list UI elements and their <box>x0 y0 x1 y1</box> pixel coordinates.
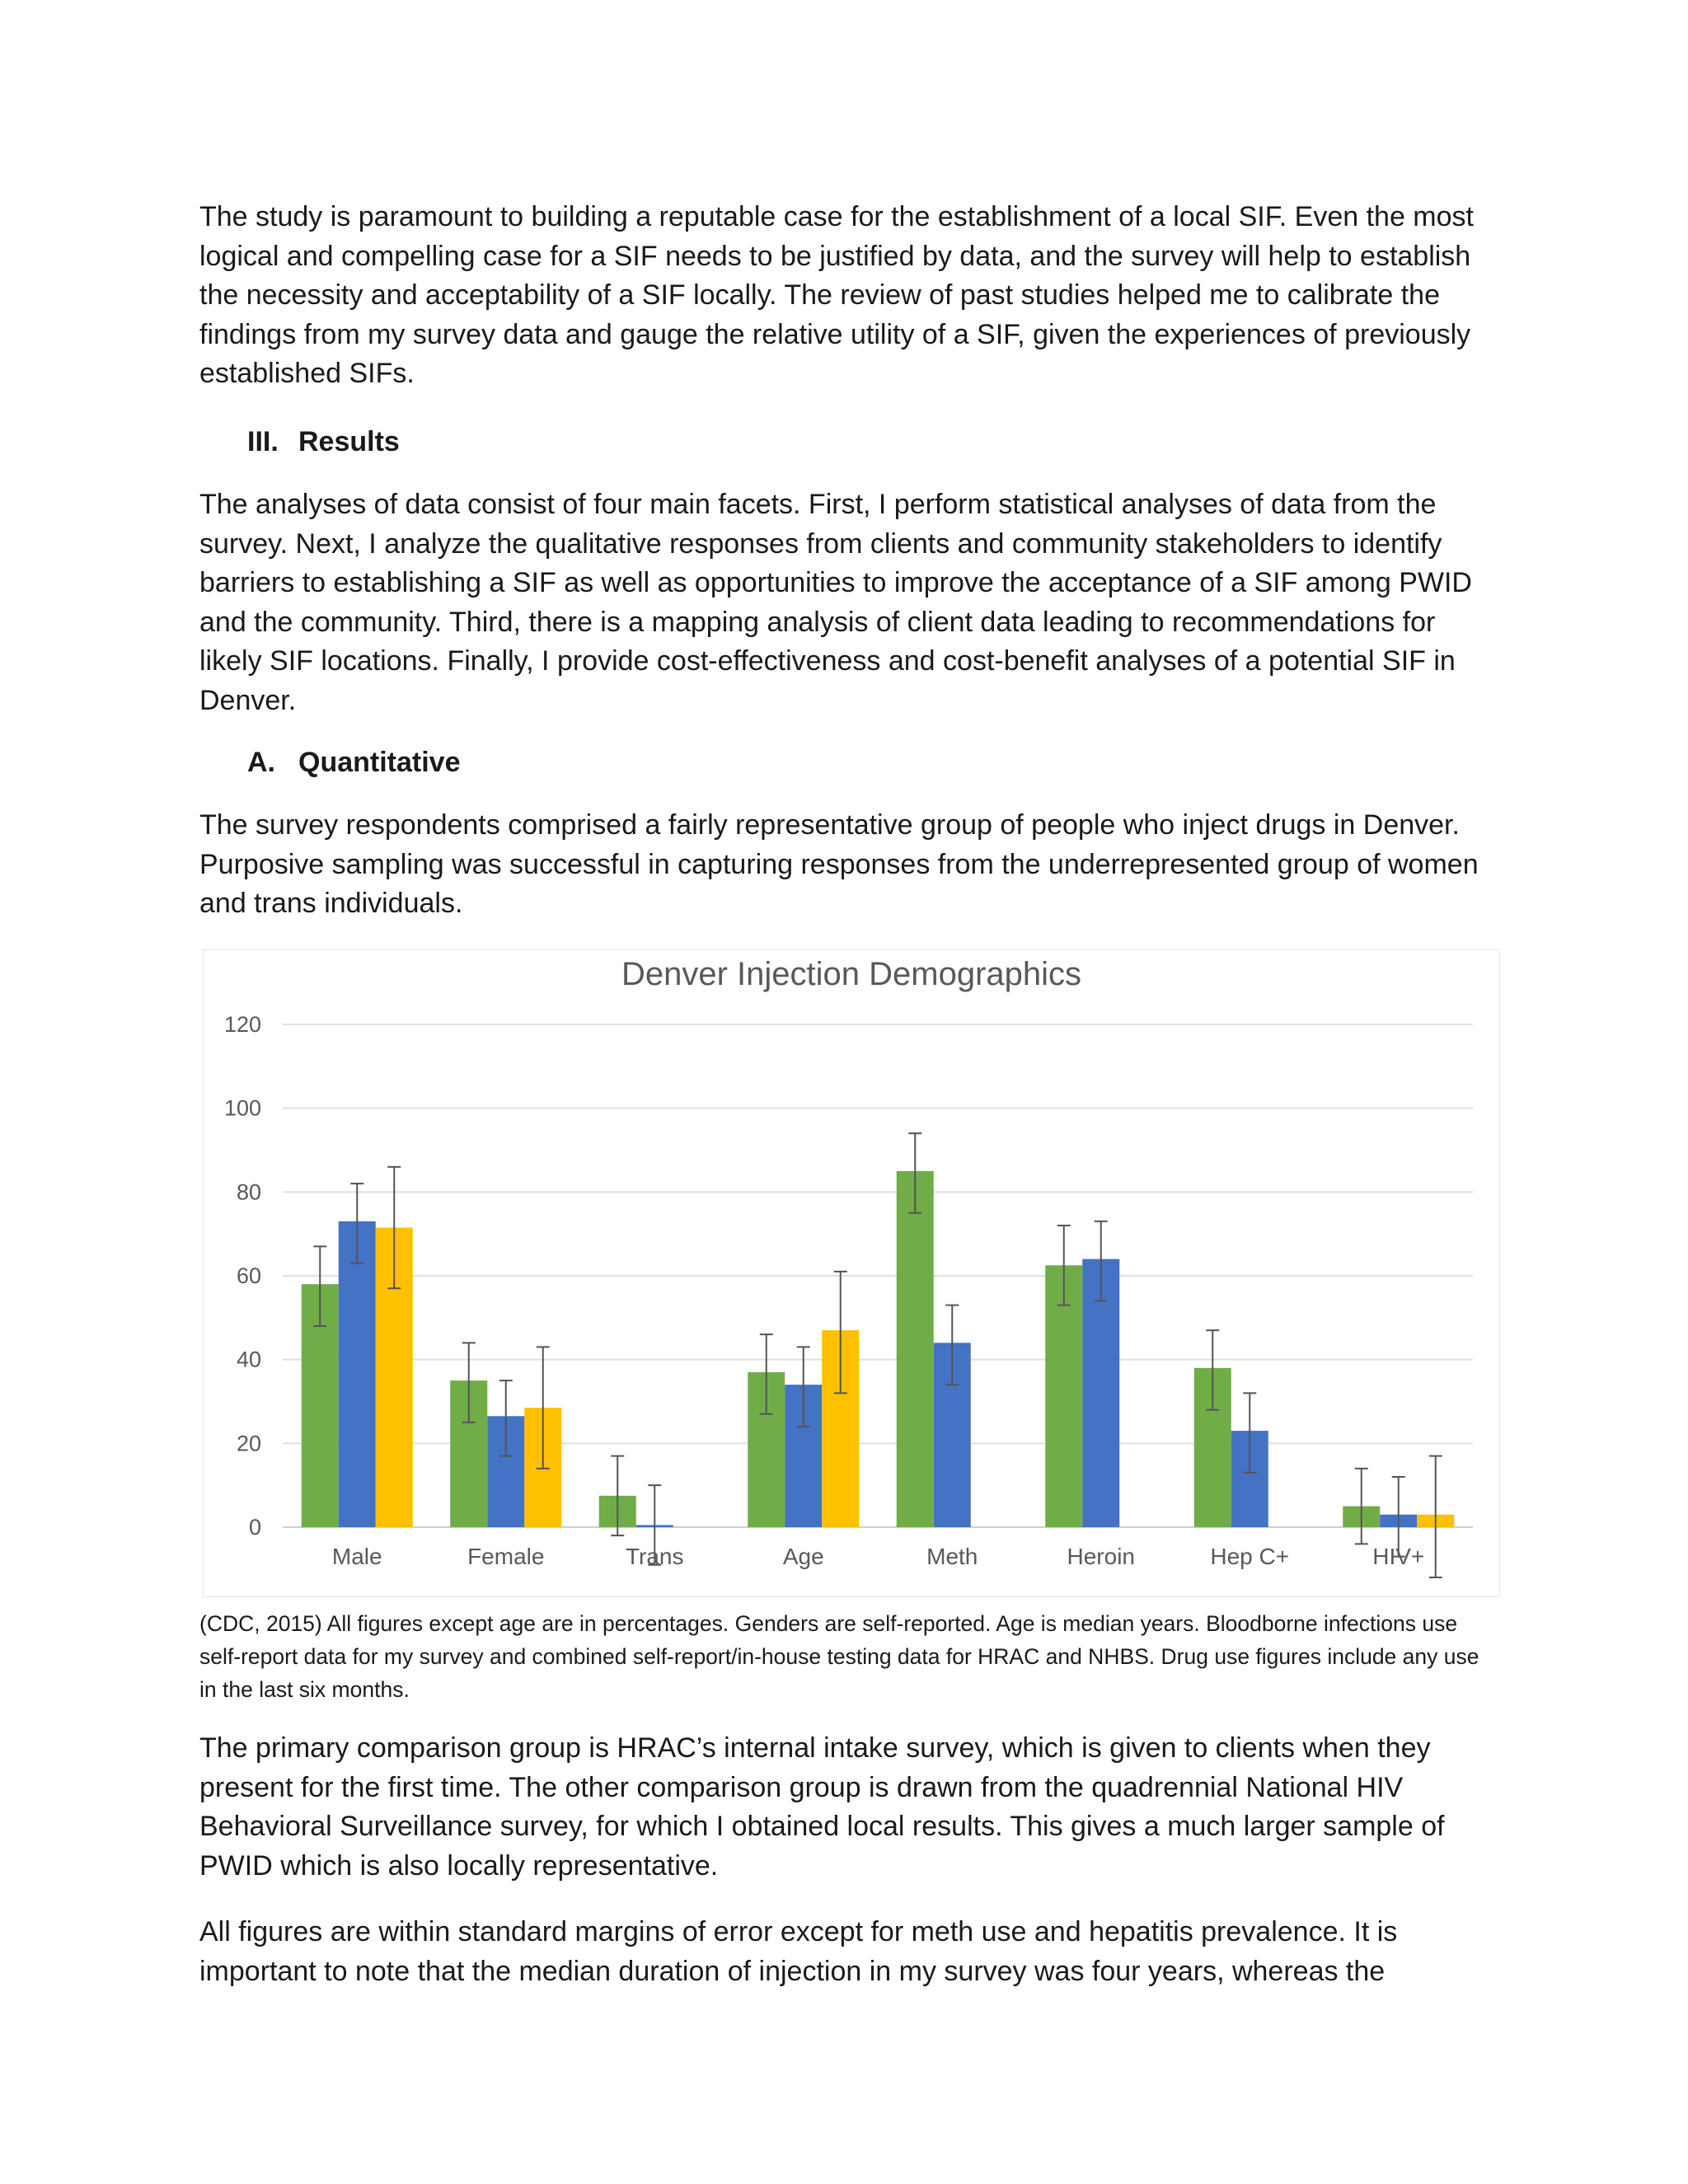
y-tick-label: 40 <box>236 1347 261 1372</box>
x-tick-label: Hep C+ <box>1210 1544 1290 1569</box>
paragraph-comparison: The primary comparison group is HRAC’s internal intake survey, which is given to clients when they present for the first time. The other comparison group is drawn from the quadrennial National HIV Behavioral Surveillance survey, for which I obtained local results. This gives a much larger sample of PWID which is also locally representative. <box>199 1732 1445 1882</box>
x-tick-label: Trans <box>625 1544 684 1569</box>
y-tick-label: 0 <box>248 1515 261 1540</box>
section-heading-results <box>247 425 400 458</box>
x-tick-label: Female <box>467 1544 545 1569</box>
x-tick-label: HIV+ <box>1372 1544 1425 1569</box>
paragraph-intro: The study is paramount to building a reputable case for the establishment of a local SIF. Even the most logical and compelling case for a SIF needs to be justified by data, and the survey will help to establish the necessity and acceptability of a SIF locally. The review of past studies helped me to calibrate the findings from my survey data and gauge the relative utility of a SIF, given the experiences of previously established SIFs. <box>199 201 1474 389</box>
subsection-heading-quantitative <box>247 746 460 779</box>
y-tick-label: 60 <box>236 1263 261 1288</box>
y-tick-label: 80 <box>236 1179 261 1205</box>
bar-chart <box>204 950 1499 1596</box>
x-tick-label: Age <box>782 1544 824 1569</box>
paragraph-margins: All figures are within standard margins of error except for meth use and hepatitis prevalence. It is important to note that the median duration of injection in my survey was four years, whereas the <box>199 1916 1398 1987</box>
bar <box>897 1171 934 1527</box>
figure-caption: (CDC, 2015) All figures except age are in percentages. Genders are self-reported. Age is median years. Bloodborne infections use self-report data for my survey and combined self-report/in-house testing data for HRAC and NHBS. Drug use figures include any use in the last six months. <box>199 1611 1479 1702</box>
x-tick-label: Heroin <box>1067 1544 1135 1569</box>
section-title: Results <box>298 426 400 457</box>
paragraph-quantitative: The survey respondents comprised a fairly representative group of people who inject drugs in Denver. Purposive sampling was successful in capturing responses from the underrepresented group of women and trans individuals. <box>199 809 1479 919</box>
subsection-title: Quantitative <box>298 747 461 778</box>
x-tick-label: Meth <box>926 1544 978 1569</box>
y-tick-label: 20 <box>236 1431 261 1456</box>
chart-container <box>203 949 1500 1597</box>
paragraph-results: The analyses of data consist of four main facets. First, I perform statistical analyses of data from the survey. Next, I analyze the qualitative responses from clients and community stakeholders to identify barriers to establishing a SIF as well as opportunities to improve the acceptance of a SIF among PWID and the community. Third, there is a mapping analysis of client data leading to recommendations for likely SIF locations. Finally, I provide cost-effectiveness and cost-benefit analyses of a potential SIF in Denver. <box>199 489 1472 716</box>
section-number: III. <box>247 426 279 457</box>
subsection-number: A. <box>247 747 275 778</box>
chart-title: Denver Injection Demographics <box>621 956 1082 992</box>
bar <box>339 1221 376 1527</box>
x-tick-label: Male <box>331 1544 382 1569</box>
y-tick-label: 120 <box>223 1012 261 1037</box>
y-tick-label: 100 <box>223 1095 261 1121</box>
